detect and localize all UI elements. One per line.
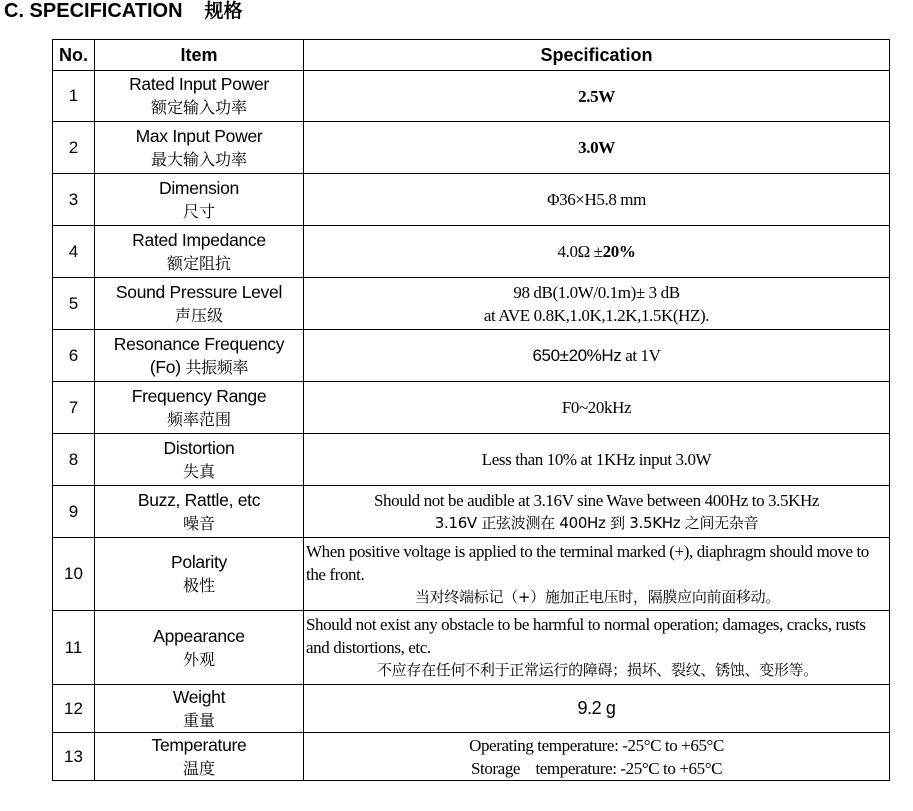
item-name-zh: 温度 (182, 758, 215, 778)
row-number: 11 (53, 611, 95, 685)
spec-value-frequency: 650±20%Hz (532, 346, 622, 365)
item-name-en: Appearance (153, 625, 245, 646)
spec-value-base: 4.0Ω ± (557, 242, 603, 261)
item-name-en: Weight (172, 686, 226, 707)
item-name-en-2: (Fo) (149, 356, 181, 377)
table-row (53, 434, 890, 486)
row-spec (304, 611, 890, 685)
table-row (53, 278, 890, 330)
row-number: 12 (53, 685, 95, 733)
table-header-row (53, 40, 890, 71)
row-spec (304, 685, 890, 733)
row-item (95, 685, 304, 733)
spec-value: Φ36×H5.8 mm (547, 190, 646, 209)
table-row (53, 382, 890, 434)
item-name-zh: 频率范围 (166, 409, 231, 429)
row-spec (304, 330, 890, 382)
row-spec (304, 174, 890, 226)
row-spec (304, 226, 890, 278)
row-number: 10 (53, 538, 95, 611)
item-name-zh: 尺寸 (182, 201, 215, 221)
item-name-en: Max Input Power (135, 125, 263, 146)
spec-line: 98 dB(1.0W/0.1m)± 3 dB (513, 282, 680, 302)
spec-line: Should not exist any obstacle to be harmful to normal operation; damages, cracks, rusts and distortions, etc. (306, 615, 866, 657)
spec-line: When positive voltage is applied to the terminal marked (+), diaphragm should move to the front. (306, 541, 869, 584)
row-spec (304, 122, 890, 174)
spec-line: at AVE 0.8K,1.0K,1.2K,1.5K(HZ). (483, 305, 710, 325)
spec-value: 3.0W (578, 138, 615, 157)
spec-value-tolerance: 20% (602, 242, 636, 261)
row-number: 1 (53, 71, 95, 122)
row-item (95, 486, 304, 538)
row-number: 7 (53, 382, 95, 434)
item-name-zh: 极性 (182, 576, 215, 595)
item-name-en: Rated Impedance (132, 229, 266, 250)
item-name-zh: 声压级 (174, 305, 223, 325)
header-specification: Specification (304, 40, 890, 71)
spec-value (304, 344, 889, 367)
table-row (53, 122, 890, 174)
table-row (53, 226, 890, 278)
row-item (95, 71, 304, 122)
table-row (53, 611, 890, 685)
spec-value-condition: at 1V (621, 346, 661, 365)
spec-value: 2.5W (578, 86, 615, 106)
row-item (95, 122, 304, 174)
specification-table (52, 39, 890, 781)
row-number: 6 (53, 330, 95, 382)
spec-value: 9.2 g (577, 698, 616, 718)
table-row (53, 733, 890, 781)
item-name-en: Distortion (163, 437, 235, 458)
row-spec (304, 278, 890, 330)
row-number: 5 (53, 278, 95, 330)
table-row (53, 486, 890, 538)
item-name-zh: 共振频率 (185, 357, 249, 377)
header-no: No. (53, 40, 95, 71)
item-name-zh: 额定阻抗 (166, 253, 231, 273)
spec-line: Operating temperature: -25°C to +65°C (469, 735, 724, 755)
item-name-zh: 失真 (182, 461, 215, 481)
row-number: 2 (53, 122, 95, 174)
section-heading (4, 0, 243, 24)
row-item (95, 174, 304, 226)
item-name-zh: 噪音 (182, 513, 215, 533)
section-heading-en: C. SPECIFICATION (4, 0, 183, 22)
row-spec (304, 538, 890, 611)
item-name-en: Resonance Frequency (113, 333, 285, 354)
item-name-en: Temperature (151, 734, 247, 755)
row-spec (304, 71, 890, 122)
row-number: 4 (53, 226, 95, 278)
item-name-en: Frequency Range (131, 385, 267, 406)
row-item (95, 434, 304, 486)
table-row (53, 330, 890, 382)
table-row (53, 71, 890, 122)
item-name-en: Polarity (171, 552, 227, 572)
row-number: 3 (53, 174, 95, 226)
table-row (53, 538, 890, 611)
spec-value: Less than 10% at 1KHz input 3.0W (481, 450, 712, 469)
row-item (95, 226, 304, 278)
row-item (95, 538, 304, 611)
row-item (95, 733, 304, 781)
spec-value: F0~20kHz (561, 398, 632, 417)
row-number: 9 (53, 486, 95, 538)
row-item (95, 330, 304, 382)
spec-line-zh: 当对终端标记（+）施加正电压时，隔膜应向前面移动。 (414, 587, 781, 606)
item-name-zh: 重量 (182, 710, 215, 730)
item-name-zh: 最大输入功率 (150, 149, 247, 169)
item-name-en: Buzz, Rattle, etc (137, 489, 261, 510)
item-name-en: Sound Pressure Level (115, 281, 283, 302)
section-heading-zh: 规格 (204, 1, 243, 22)
spec-line-zh: 不应存在任何不利于正常运行的障碍；损坏、裂纹、锈蚀、变形等。 (376, 661, 818, 679)
row-spec (304, 382, 890, 434)
header-item: Item (95, 40, 304, 71)
spec-value (304, 240, 889, 263)
item-name-en: Rated Input Power (129, 74, 269, 94)
item-name-zh: 额定输入功率 (150, 98, 247, 117)
table-row (53, 685, 890, 733)
item-name-en: Dimension (159, 177, 239, 198)
row-item (95, 382, 304, 434)
row-number: 8 (53, 434, 95, 486)
spec-line: Should not be audible at 3.16V sine Wave between 400Hz to 3.5KHz (373, 490, 819, 510)
row-spec (304, 733, 890, 781)
row-item (95, 611, 304, 685)
row-number: 13 (53, 733, 95, 781)
row-spec (304, 434, 890, 486)
row-item (95, 278, 304, 330)
spec-line: Storage temperature: -25°C to +65°C (470, 758, 723, 778)
row-spec (304, 486, 890, 538)
item-name-line2 (95, 356, 303, 379)
item-name-zh: 外观 (182, 649, 215, 669)
spec-line-zh: 3.16V 正弦波测在 400Hz 到 3.5KHz 之间无杂音 (434, 513, 759, 532)
table-row (53, 174, 890, 226)
